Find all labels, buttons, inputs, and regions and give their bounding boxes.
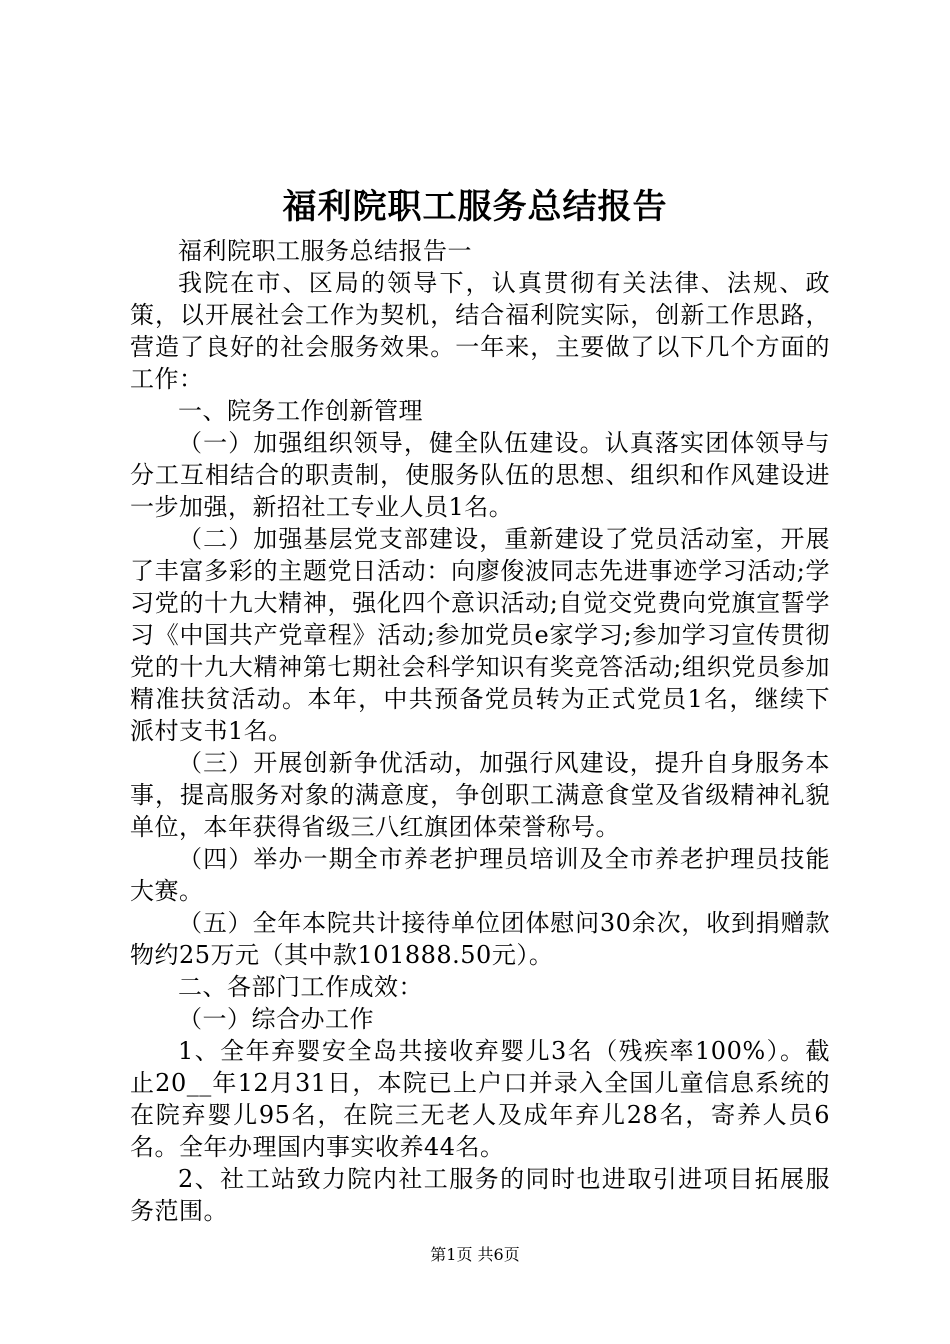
paragraph-item-3: （三）开展创新争优活动，加强行风建设，提升自身服务本事，提高服务对象的满意度，争创职工满意食堂及省级精神礼貌单位，本年获得省级三八红旗团体荣誉称号。 bbox=[130, 749, 830, 841]
paragraph-item-5: （五）全年本院共计接待单位团体慰问30余次，收到捐赠款物约25万元（其中款101888.50元）。 bbox=[130, 909, 830, 969]
paragraph-item-2: （二）加强基层党支部建设，重新建设了党员活动室，开展了丰富多彩的主题党日活动：向廖俊波同志先进事迹学习活动;学习党的十九大精神，强化四个意识活动;自觉交党费向党旗宣誓学习《中国共产党章程》活动;参加党员e家学习;参加学习宣传贯彻党的十九大精神第七期社会科学知识有奖竞答活动;组织党员参加精准扶贫活动。本年，中共预备党员转为正式党员1名，继续下派村支书1名。 bbox=[130, 525, 830, 745]
document-body bbox=[130, 235, 830, 1227]
paragraph-numbered-1: 1、全年弃婴安全岛共接收弃婴儿3名（残疾率100%）。截止20__年12月31日，本院已上户口并录入全国儿童信息系统的在院弃婴儿95名，在院三无老人及成年弃儿28名，寄养人员6名。全年办理国内事实收养44名。 bbox=[130, 1037, 830, 1161]
report-subtitle: 福利院职工服务总结报告一 bbox=[178, 237, 472, 265]
page-footer: 第1页 共6页 bbox=[430, 1245, 520, 1264]
paragraph-item-4: （四）举办一期全市养老护理员培训及全市养老护理员技能大赛。 bbox=[130, 845, 830, 905]
section-heading-1: 一、院务工作创新管理 bbox=[178, 397, 423, 425]
document-title: 福利院职工服务总结报告 bbox=[282, 187, 668, 227]
intro-paragraph: 我院在市、区局的领导下，认真贯彻有关法律、法规、政策，以开展社会工作为契机，结合福利院实际，创新工作思路，营造了良好的社会服务效果。一年来，主要做了以下几个方面的工作： bbox=[130, 269, 830, 393]
paragraph-item-1: （一）加强组织领导，健全队伍建设。认真落实团体领导与分工互相结合的职责制，使服务队伍的思想、组织和作风建设进一步加强，新招社工专业人员1名。 bbox=[130, 429, 830, 521]
subsection-heading: （一）综合办工作 bbox=[178, 1005, 374, 1033]
section-heading-2: 二、各部门工作成效： bbox=[178, 973, 423, 1001]
paragraph-numbered-2: 2、社工站致力院内社工服务的同时也进取引进项目拓展服务范围。 bbox=[130, 1165, 830, 1225]
